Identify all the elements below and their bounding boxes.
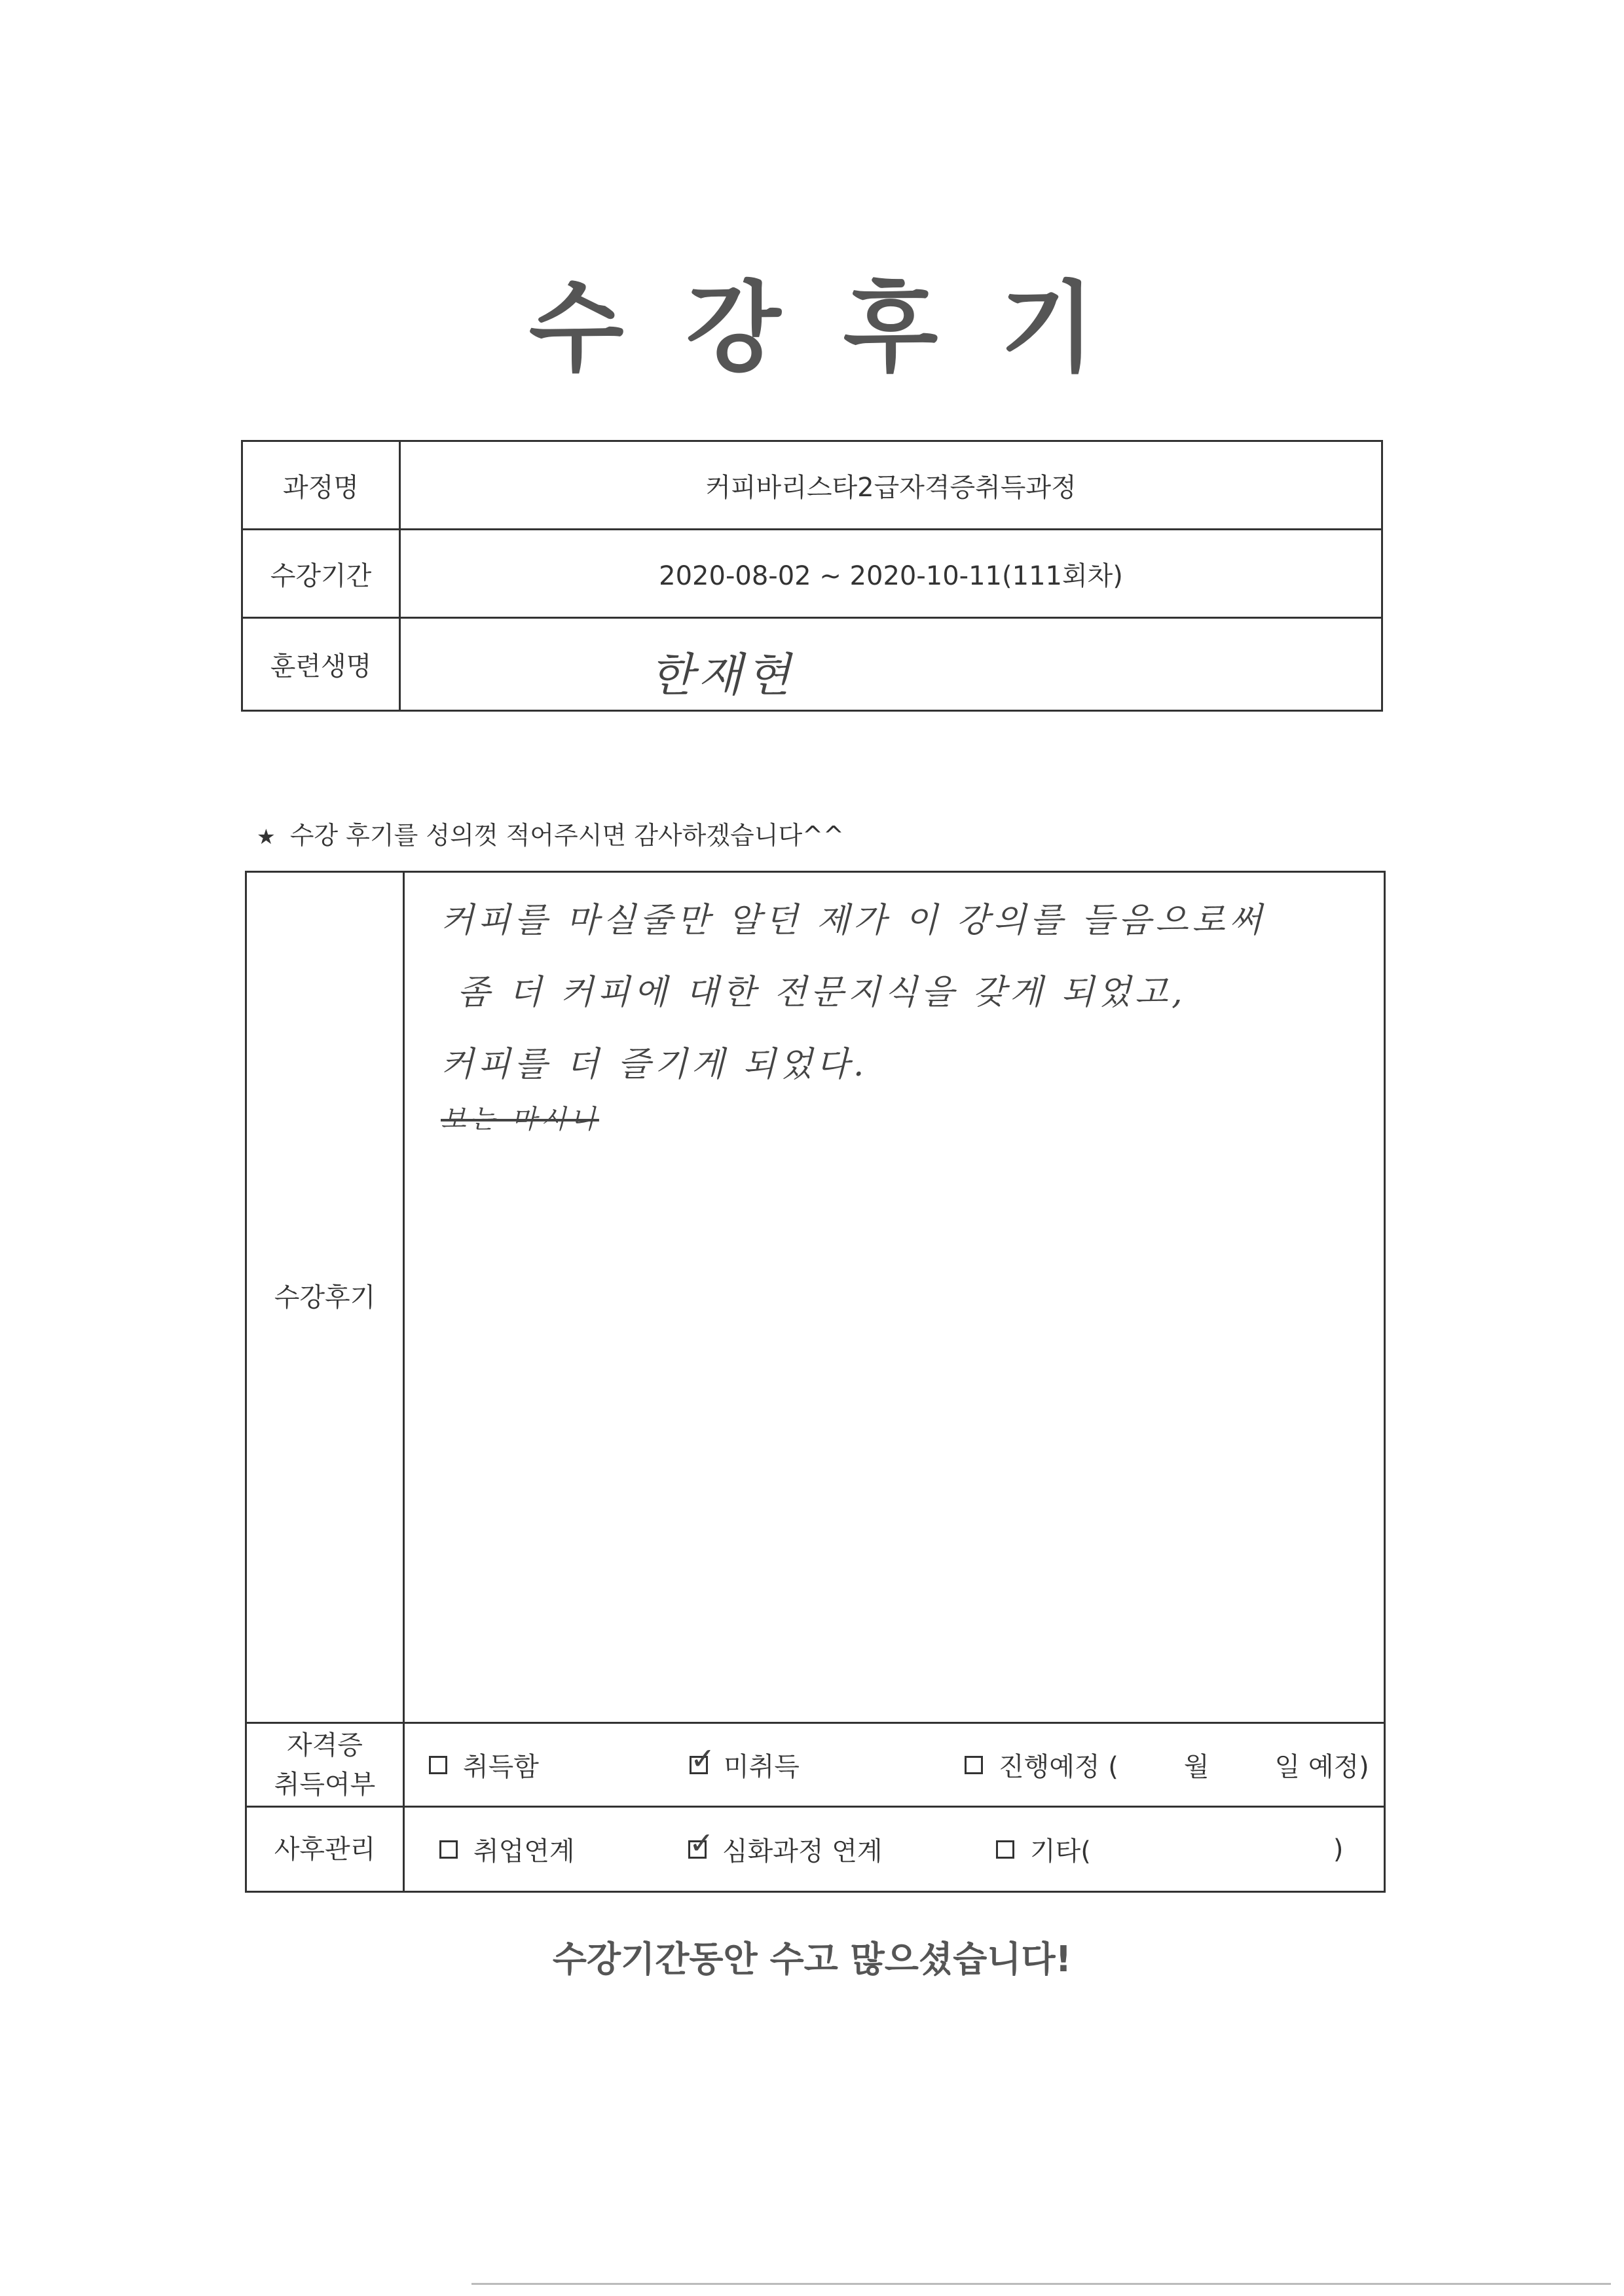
checkbox-icon[interactable] xyxy=(429,1756,447,1774)
instruction-text: 수강 후기를 성의껏 적어주시면 감사하겠습니다^^ xyxy=(289,821,844,850)
after-option-job[interactable]: 취업연계 xyxy=(439,1831,688,1868)
course-info-table xyxy=(241,440,1383,712)
after-care-label: 사후관리 xyxy=(246,1807,404,1892)
review-line-4-struck: 보는 마시니 xyxy=(441,1104,599,1135)
cert-label-line1: 자격증 xyxy=(287,1730,363,1760)
checkbox-icon[interactable] xyxy=(965,1756,983,1774)
checkbox-icon[interactable] xyxy=(996,1840,1014,1859)
after-option-other[interactable]: 기타( ) xyxy=(996,1831,1344,1868)
review-line-2: 좀 더 커피에 대한 전문지식을 갖게 되었고, xyxy=(457,973,1187,1012)
trainee-name-cell xyxy=(400,618,1382,711)
cert-option-not-acquired[interactable]: ✓ 미취득 xyxy=(690,1740,800,1782)
checkmark-icon: ✓ xyxy=(689,1825,714,1861)
course-name-label: 과정명 xyxy=(242,441,400,530)
cert-options xyxy=(404,1723,1385,1807)
checkmark-icon: ✓ xyxy=(690,1740,716,1776)
after-care-options xyxy=(404,1807,1385,1892)
checkbox-icon[interactable] xyxy=(439,1840,458,1859)
course-period-value: 2020-08-02 ~ 2020-10-11(111회차) xyxy=(400,530,1382,618)
instruction-note xyxy=(257,815,844,851)
checkbox-checked-icon[interactable] xyxy=(690,1740,716,1776)
checkbox-checked-icon[interactable] xyxy=(688,1825,714,1861)
cert-option-acquired[interactable]: 취득함 xyxy=(429,1746,690,1783)
review-line-1: 커피를 마실줄만 알던 제가 이 강의를 들음으로써 xyxy=(441,901,1266,940)
cert-label xyxy=(246,1723,404,1807)
scan-edge-line xyxy=(471,2283,1611,2285)
trainee-name-handwritten: 한재현 xyxy=(650,648,794,702)
course-period-label: 수강기간 xyxy=(242,530,400,618)
review-table xyxy=(245,871,1386,1893)
review-line-3: 커피를 더 즐기게 되었다. xyxy=(441,1045,868,1084)
cert-label-line2: 취득여부 xyxy=(274,1769,376,1800)
course-name-value: 커피바리스타2급자격증취득과정 xyxy=(400,441,1382,530)
trainee-name-label: 훈련생명 xyxy=(242,618,400,711)
review-label: 수강후기 xyxy=(246,872,404,1723)
star-icon: ★ xyxy=(257,824,276,849)
closing-message: 수강기간동안 수고 많으셨습니다! xyxy=(552,1939,1072,1980)
cert-option-planned[interactable]: 진행예정 ( 월 일 예정) xyxy=(965,1746,1369,1783)
after-option-advanced[interactable]: ✓ 심화과정 연계 xyxy=(689,1825,883,1867)
document-title: 수강후기 xyxy=(528,272,1158,386)
review-content xyxy=(404,872,1385,1723)
